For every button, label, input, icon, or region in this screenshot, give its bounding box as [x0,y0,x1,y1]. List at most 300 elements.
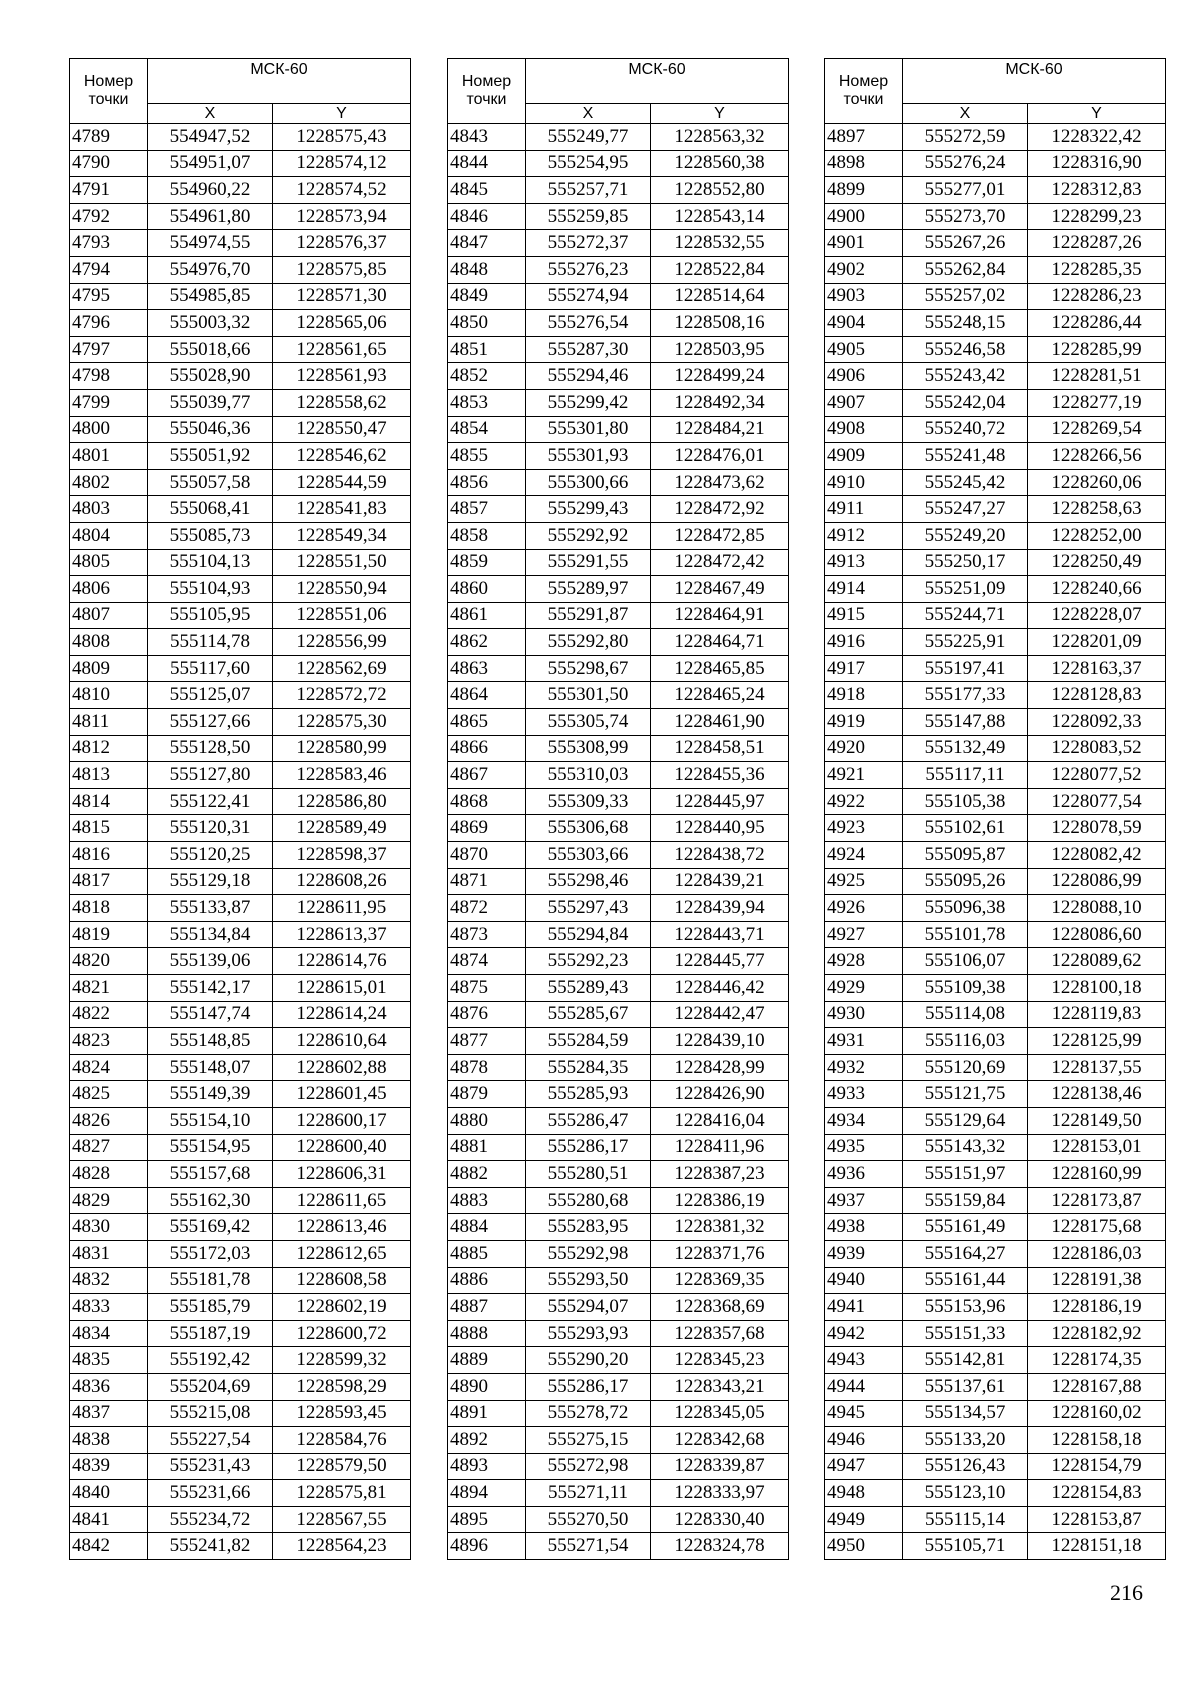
point-number-cell: 4905 [825,336,903,363]
point-number-cell: 4900 [825,203,903,230]
y-cell: 1228173,87 [1028,1187,1166,1214]
point-number-cell: 4878 [448,1054,526,1081]
x-cell: 555257,02 [903,283,1028,310]
point-number-cell: 4829 [70,1187,148,1214]
x-cell: 555039,77 [148,389,273,416]
x-cell: 554951,07 [148,150,273,177]
table-row [825,629,1166,656]
y-cell: 1228086,60 [1028,921,1166,948]
point-number-cell: 4790 [70,150,148,177]
point-number-cell: 4867 [448,762,526,789]
x-cell: 555129,18 [148,868,273,895]
y-cell: 1228316,90 [1028,150,1166,177]
y-cell: 1228455,36 [651,762,789,789]
y-cell: 1228445,77 [651,948,789,975]
table-row [825,256,1166,283]
table-row [448,788,789,815]
point-number-cell: 4929 [825,975,903,1002]
table-row [70,895,411,922]
point-number-cell: 4885 [448,1240,526,1267]
table-row [70,735,411,762]
x-cell: 555104,93 [148,576,273,603]
table-row [70,1373,411,1400]
point-number-cell: 4895 [448,1506,526,1533]
x-cell: 555134,57 [903,1400,1028,1427]
table-row [448,124,789,151]
y-cell: 1228608,26 [273,868,411,895]
table-row [448,283,789,310]
point-number-cell: 4857 [448,496,526,523]
x-cell: 555143,32 [903,1134,1028,1161]
table-row [448,203,789,230]
y-cell: 1228565,06 [273,310,411,337]
point-number-cell: 4822 [70,1001,148,1028]
y-cell: 1228228,07 [1028,602,1166,629]
point-number-cell: 4828 [70,1161,148,1188]
point-number-cell: 4913 [825,549,903,576]
y-cell: 1228368,69 [651,1294,789,1321]
y-cell: 1228599,32 [273,1347,411,1374]
x-cell: 555149,39 [148,1081,273,1108]
y-cell: 1228387,23 [651,1161,789,1188]
page-number: 216 [1110,1580,1143,1605]
table-row [825,1347,1166,1374]
y-cell: 1228541,83 [273,496,411,523]
table-row [70,283,411,310]
x-cell: 555276,24 [903,150,1028,177]
x-cell: 555187,19 [148,1320,273,1347]
coordinate-system-header: МСК-60 [526,59,789,104]
x-cell: 555227,54 [148,1427,273,1454]
y-cell: 1228428,99 [651,1054,789,1081]
x-cell: 555133,20 [903,1427,1028,1454]
y-cell: 1228260,06 [1028,469,1166,496]
table-row [70,1480,411,1507]
y-cell: 1228472,85 [651,522,789,549]
x-cell: 555306,68 [526,815,651,842]
point-number-cell: 4901 [825,230,903,257]
y-cell: 1228345,23 [651,1347,789,1374]
table-row [448,256,789,283]
point-number-cell: 4868 [448,788,526,815]
y-cell: 1228567,55 [273,1506,411,1533]
table-row [448,1373,789,1400]
table-row [70,363,411,390]
x-cell: 555298,46 [526,868,651,895]
y-cell: 1228446,42 [651,975,789,1002]
point-number-cell: 4889 [448,1347,526,1374]
y-cell: 1228584,76 [273,1427,411,1454]
x-cell: 555123,10 [903,1480,1028,1507]
x-cell: 555231,66 [148,1480,273,1507]
point-number-cell: 4836 [70,1373,148,1400]
x-cell: 555247,27 [903,496,1028,523]
x-cell: 555164,27 [903,1240,1028,1267]
table-row [448,177,789,204]
y-cell: 1228186,19 [1028,1294,1166,1321]
x-cell: 555287,30 [526,336,651,363]
x-cell: 555121,75 [903,1081,1028,1108]
table-row [70,788,411,815]
y-cell: 1228175,68 [1028,1214,1166,1241]
x-cell: 555299,43 [526,496,651,523]
y-cell: 1228277,19 [1028,389,1166,416]
x-cell: 555294,84 [526,921,651,948]
table-row [70,1347,411,1374]
x-cell: 555280,68 [526,1187,651,1214]
point-number-cell: 4886 [448,1267,526,1294]
x-cell: 555169,42 [148,1214,273,1241]
y-cell: 1228522,84 [651,256,789,283]
table-row [70,230,411,257]
point-number-cell: 4860 [448,576,526,603]
point-number-cell: 4843 [448,124,526,151]
table-row [825,1240,1166,1267]
point-number-cell: 4876 [448,1001,526,1028]
table-row [825,842,1166,869]
point-number-cell: 4873 [448,921,526,948]
table-row [70,310,411,337]
table-row [448,1187,789,1214]
table-row [448,602,789,629]
point-number-cell: 4833 [70,1294,148,1321]
table-row [448,1400,789,1427]
x-cell: 555272,37 [526,230,651,257]
x-cell: 555068,41 [148,496,273,523]
table-row [448,1161,789,1188]
table-row [448,762,789,789]
table-row [70,177,411,204]
x-cell: 555244,71 [903,602,1028,629]
y-cell: 1228552,80 [651,177,789,204]
point-number-cell: 4816 [70,842,148,869]
x-cell: 555308,99 [526,735,651,762]
table-row [825,815,1166,842]
y-cell: 1228492,34 [651,389,789,416]
x-cell: 554974,55 [148,230,273,257]
table-row [825,150,1166,177]
point-number-cell: 4931 [825,1028,903,1055]
x-cell: 555276,23 [526,256,651,283]
y-cell: 1228573,94 [273,203,411,230]
point-number-cell: 4815 [70,815,148,842]
x-cell: 555259,85 [526,203,651,230]
x-cell: 555154,10 [148,1107,273,1134]
point-number-cell: 4864 [448,682,526,709]
point-number-cell: 4797 [70,336,148,363]
x-cell: 555128,50 [148,735,273,762]
table-row [70,336,411,363]
table-row [825,310,1166,337]
point-number-cell: 4811 [70,709,148,736]
point-number-cell: 4866 [448,735,526,762]
point-number-cell: 4850 [448,310,526,337]
y-cell: 1228580,99 [273,735,411,762]
x-cell: 555271,54 [526,1533,651,1560]
y-cell: 1228201,09 [1028,629,1166,656]
y-cell: 1228322,42 [1028,124,1166,151]
table-row [70,1506,411,1533]
table-row [825,1028,1166,1055]
table-row [70,443,411,470]
table-row [825,1081,1166,1108]
point-number-cell: 4818 [70,895,148,922]
table-row [448,1480,789,1507]
table-row [825,1187,1166,1214]
x-cell: 555120,69 [903,1054,1028,1081]
x-cell: 555254,95 [526,150,651,177]
y-cell: 1228562,69 [273,655,411,682]
table-row [448,709,789,736]
point-number-header: Номер точки [448,59,526,124]
y-cell: 1228464,91 [651,602,789,629]
table-row [70,549,411,576]
point-number-cell: 4892 [448,1427,526,1454]
table-row [70,1400,411,1427]
x-cell: 555057,58 [148,469,273,496]
point-number-cell: 4920 [825,735,903,762]
y-cell: 1228163,37 [1028,655,1166,682]
y-cell: 1228330,40 [651,1506,789,1533]
y-header: Y [651,104,789,124]
point-number-cell: 4897 [825,124,903,151]
table-row [70,1054,411,1081]
point-number-cell: 4863 [448,655,526,682]
table-row [448,655,789,682]
point-number-cell: 4899 [825,177,903,204]
y-cell: 1228299,23 [1028,203,1166,230]
y-cell: 1228312,83 [1028,177,1166,204]
table-row [825,1400,1166,1427]
y-cell: 1228082,42 [1028,842,1166,869]
point-number-cell: 4791 [70,177,148,204]
table-row [825,283,1166,310]
table-row [825,868,1166,895]
x-cell: 555162,30 [148,1187,273,1214]
x-cell: 555310,03 [526,762,651,789]
y-cell: 1228077,54 [1028,788,1166,815]
x-cell: 555298,67 [526,655,651,682]
x-cell: 555285,67 [526,1001,651,1028]
table-row [448,496,789,523]
table-row [825,336,1166,363]
point-number-cell: 4800 [70,416,148,443]
point-number-cell: 4805 [70,549,148,576]
point-number-cell: 4849 [448,283,526,310]
point-number-cell: 4809 [70,655,148,682]
point-number-cell: 4826 [70,1107,148,1134]
point-number-cell: 4838 [70,1427,148,1454]
point-number-cell: 4903 [825,283,903,310]
x-cell: 555294,07 [526,1294,651,1321]
table-row [825,1294,1166,1321]
y-cell: 1228281,51 [1028,363,1166,390]
point-number-cell: 4896 [448,1533,526,1560]
point-number-cell: 4908 [825,416,903,443]
y-cell: 1228285,99 [1028,336,1166,363]
point-number-cell: 4930 [825,1001,903,1028]
y-cell: 1228543,14 [651,203,789,230]
table-row [448,549,789,576]
y-cell: 1228614,76 [273,948,411,975]
y-cell: 1228600,72 [273,1320,411,1347]
y-cell: 1228252,00 [1028,522,1166,549]
table-row [448,363,789,390]
table-row [70,682,411,709]
table-row [448,1240,789,1267]
y-cell: 1228088,10 [1028,895,1166,922]
y-cell: 1228461,90 [651,709,789,736]
point-number-cell: 4794 [70,256,148,283]
x-cell: 555105,38 [903,788,1028,815]
point-number-cell: 4947 [825,1453,903,1480]
table-row [825,762,1166,789]
y-cell: 1228612,65 [273,1240,411,1267]
table-row [70,522,411,549]
point-number-cell: 4801 [70,443,148,470]
table-row [70,1453,411,1480]
coordinate-system-header: МСК-60 [148,59,411,104]
y-cell: 1228266,56 [1028,443,1166,470]
point-number-cell: 4940 [825,1267,903,1294]
table-row [70,868,411,895]
table-row [70,416,411,443]
y-cell: 1228598,29 [273,1373,411,1400]
point-number-cell: 4853 [448,389,526,416]
x-cell: 555277,01 [903,177,1028,204]
point-number-cell: 4827 [70,1134,148,1161]
table-row [448,443,789,470]
point-number-cell: 4922 [825,788,903,815]
y-cell: 1228443,71 [651,921,789,948]
y-cell: 1228613,46 [273,1214,411,1241]
y-cell: 1228476,01 [651,443,789,470]
y-cell: 1228174,35 [1028,1347,1166,1374]
point-number-cell: 4842 [70,1533,148,1560]
point-number-cell: 4862 [448,629,526,656]
table-row [448,310,789,337]
table-row [825,682,1166,709]
y-cell: 1228160,02 [1028,1400,1166,1427]
x-cell: 555172,03 [148,1240,273,1267]
y-cell: 1228575,81 [273,1480,411,1507]
point-number-cell: 4841 [70,1506,148,1533]
y-cell: 1228287,26 [1028,230,1166,257]
table-row [70,762,411,789]
y-cell: 1228286,44 [1028,310,1166,337]
y-cell: 1228574,12 [273,150,411,177]
point-number-cell: 4882 [448,1161,526,1188]
y-cell: 1228606,31 [273,1161,411,1188]
point-number-cell: 4820 [70,948,148,975]
x-cell: 555148,07 [148,1054,273,1081]
table-row [825,1107,1166,1134]
table-row [448,1267,789,1294]
y-cell: 1228611,95 [273,895,411,922]
point-number-cell: 4807 [70,602,148,629]
x-cell: 555028,90 [148,363,273,390]
x-cell: 555147,88 [903,709,1028,736]
point-number-cell: 4821 [70,975,148,1002]
y-cell: 1228416,04 [651,1107,789,1134]
y-cell: 1228575,85 [273,256,411,283]
y-cell: 1228160,99 [1028,1161,1166,1188]
x-cell: 555127,66 [148,709,273,736]
point-number-cell: 4943 [825,1347,903,1374]
y-cell: 1228186,03 [1028,1240,1166,1267]
x-cell: 555046,36 [148,416,273,443]
point-number-cell: 4847 [448,230,526,257]
x-cell: 555273,70 [903,203,1028,230]
table-row [70,1267,411,1294]
x-cell: 555106,07 [903,948,1028,975]
point-number-cell: 4798 [70,363,148,390]
y-cell: 1228472,92 [651,496,789,523]
point-number-cell: 4906 [825,363,903,390]
y-cell: 1228611,65 [273,1187,411,1214]
table-row [825,895,1166,922]
point-number-cell: 4817 [70,868,148,895]
point-number-cell: 4796 [70,310,148,337]
y-cell: 1228613,37 [273,921,411,948]
x-cell: 555153,96 [903,1294,1028,1321]
x-cell: 555102,61 [903,815,1028,842]
y-cell: 1228426,90 [651,1081,789,1108]
y-cell: 1228119,83 [1028,1001,1166,1028]
point-number-cell: 4848 [448,256,526,283]
coordinates-table-3 [824,58,1166,1560]
point-number-cell: 4949 [825,1506,903,1533]
point-number-cell: 4793 [70,230,148,257]
y-header: Y [273,104,411,124]
y-cell: 1228602,88 [273,1054,411,1081]
x-cell: 555095,87 [903,842,1028,869]
point-number-cell: 4919 [825,709,903,736]
point-number-cell: 4813 [70,762,148,789]
point-number-cell: 4858 [448,522,526,549]
x-cell: 555250,17 [903,549,1028,576]
point-number-cell: 4909 [825,443,903,470]
y-cell: 1228154,83 [1028,1480,1166,1507]
y-cell: 1228608,58 [273,1267,411,1294]
x-cell: 555272,98 [526,1453,651,1480]
table-row [448,336,789,363]
y-cell: 1228138,46 [1028,1081,1166,1108]
table-row [825,1134,1166,1161]
y-cell: 1228369,35 [651,1267,789,1294]
x-cell: 555262,84 [903,256,1028,283]
y-cell: 1228153,01 [1028,1134,1166,1161]
y-cell: 1228386,19 [651,1187,789,1214]
point-number-cell: 4845 [448,177,526,204]
y-cell: 1228086,99 [1028,868,1166,895]
y-cell: 1228343,21 [651,1373,789,1400]
table-row [448,1533,789,1560]
table-row [70,1533,411,1560]
x-cell: 555231,43 [148,1453,273,1480]
y-cell: 1228499,24 [651,363,789,390]
y-cell: 1228371,76 [651,1240,789,1267]
table-row [825,1373,1166,1400]
y-cell: 1228137,55 [1028,1054,1166,1081]
x-cell: 555301,50 [526,682,651,709]
x-cell: 554947,52 [148,124,273,151]
x-cell: 555018,66 [148,336,273,363]
table-row [825,975,1166,1002]
point-number-cell: 4924 [825,842,903,869]
table-row [825,203,1166,230]
x-cell: 555305,74 [526,709,651,736]
